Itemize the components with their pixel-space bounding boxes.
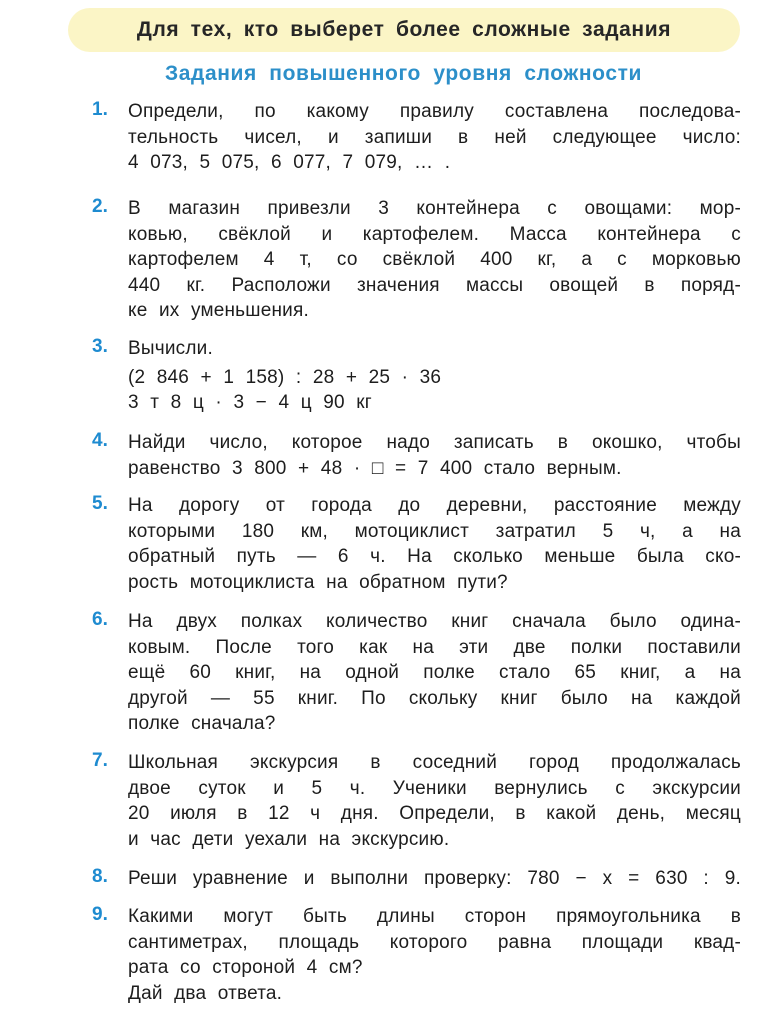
task-text xyxy=(128,430,741,481)
task-line: На двух полках количество книг сначала было одина- xyxy=(128,611,741,632)
task-number: 1. xyxy=(92,99,108,120)
task-text xyxy=(128,750,741,852)
task-text xyxy=(128,609,741,737)
task-line: картофелем 4 т, со свёклой 400 кг, а с морковью xyxy=(128,249,741,271)
task-number: 3. xyxy=(92,336,108,357)
task-line: обратный путь — 6 ч. На сколько меньше была ско- xyxy=(128,546,741,568)
section-subtitle: Задания повышенного уровня сложности xyxy=(164,62,643,85)
task-line: ковым. После того как на эти две полки поставили xyxy=(128,636,741,658)
task-number: 5. xyxy=(92,493,108,514)
task-line: равенство 3 800 + 48 · □ = 7 400 стало верным. xyxy=(128,457,622,479)
task-line: Какими могут быть длины сторон прямоугольника в xyxy=(128,906,741,927)
task-line: рата со стороной 4 см? xyxy=(128,957,363,979)
task-text xyxy=(128,866,741,892)
task-line: В магазин привезли 3 контейнера с овощами: мор- xyxy=(128,198,741,219)
task-line: полке сначала? xyxy=(128,713,276,735)
task-line: На дорогу от города до деревни, расстояние между xyxy=(128,495,741,516)
task-line: которыми 180 км, мотоциклист затратил 5 ч, а на xyxy=(128,520,741,542)
task-line: другой — 55 книг. По скольку книг было на каждой xyxy=(128,687,741,709)
task-line: ещё 60 книг, на одной полке стало 65 книг, а на xyxy=(128,662,741,684)
task-number: 4. xyxy=(92,430,108,451)
task-line: Реши уравнение и выполни проверку: 780 − x = 630 : 9. xyxy=(128,868,741,889)
task-line: рость мотоциклиста на обратном пути? xyxy=(128,571,508,593)
task-line: Определи, по какому правилу составлена последова- xyxy=(128,101,741,122)
task-text xyxy=(128,336,741,416)
task-line: сантиметрах, площадь которого равна площади квад- xyxy=(128,931,741,953)
task-text xyxy=(128,904,741,1006)
task-line: Школьная экскурсия в соседний город продолжалась xyxy=(128,752,741,773)
task-line: Найди число, которое надо записать в окошко, чтобы xyxy=(128,432,741,453)
task-line: и час дети уехали на экскурсию. xyxy=(128,828,450,850)
section-banner xyxy=(68,8,740,52)
task-number: 7. xyxy=(92,750,108,771)
banner-text: Для тех, кто выберет более сложные задания xyxy=(136,18,672,41)
task-line: двое суток и 5 ч. Ученики вернулись с экскурсии xyxy=(128,777,741,799)
task-line: Вычисли. xyxy=(128,338,213,359)
task-text xyxy=(128,99,741,176)
expression-1: (2 846 + 1 158) : 28 + 25 · 36 xyxy=(128,366,442,388)
task-text xyxy=(128,196,741,324)
task-number: 8. xyxy=(92,866,108,887)
task-text xyxy=(128,493,741,595)
task-line: 440 кг. Расположи значения массы овощей в поряд- xyxy=(128,274,741,296)
task-line: Дай два ответа. xyxy=(128,982,283,1004)
task-line: тельность чисел, и запиши в ней следующее число: xyxy=(128,126,741,148)
expression-2: 3 т 8 ц · 3 − 4 ц 90 кг xyxy=(128,392,372,414)
task-line: 4 073, 5 075, 6 077, 7 079, … . xyxy=(128,152,451,174)
task-number: 6. xyxy=(92,609,108,630)
task-number: 9. xyxy=(92,904,108,925)
task-number: 2. xyxy=(92,196,108,217)
task-line: ковью, свёклой и картофелем. Масса контейнера с xyxy=(128,223,741,245)
task-line: 20 июля в 12 ч дня. Определи, в какой день, месяц xyxy=(128,803,741,825)
task-line: ке их уменьшения. xyxy=(128,300,309,322)
